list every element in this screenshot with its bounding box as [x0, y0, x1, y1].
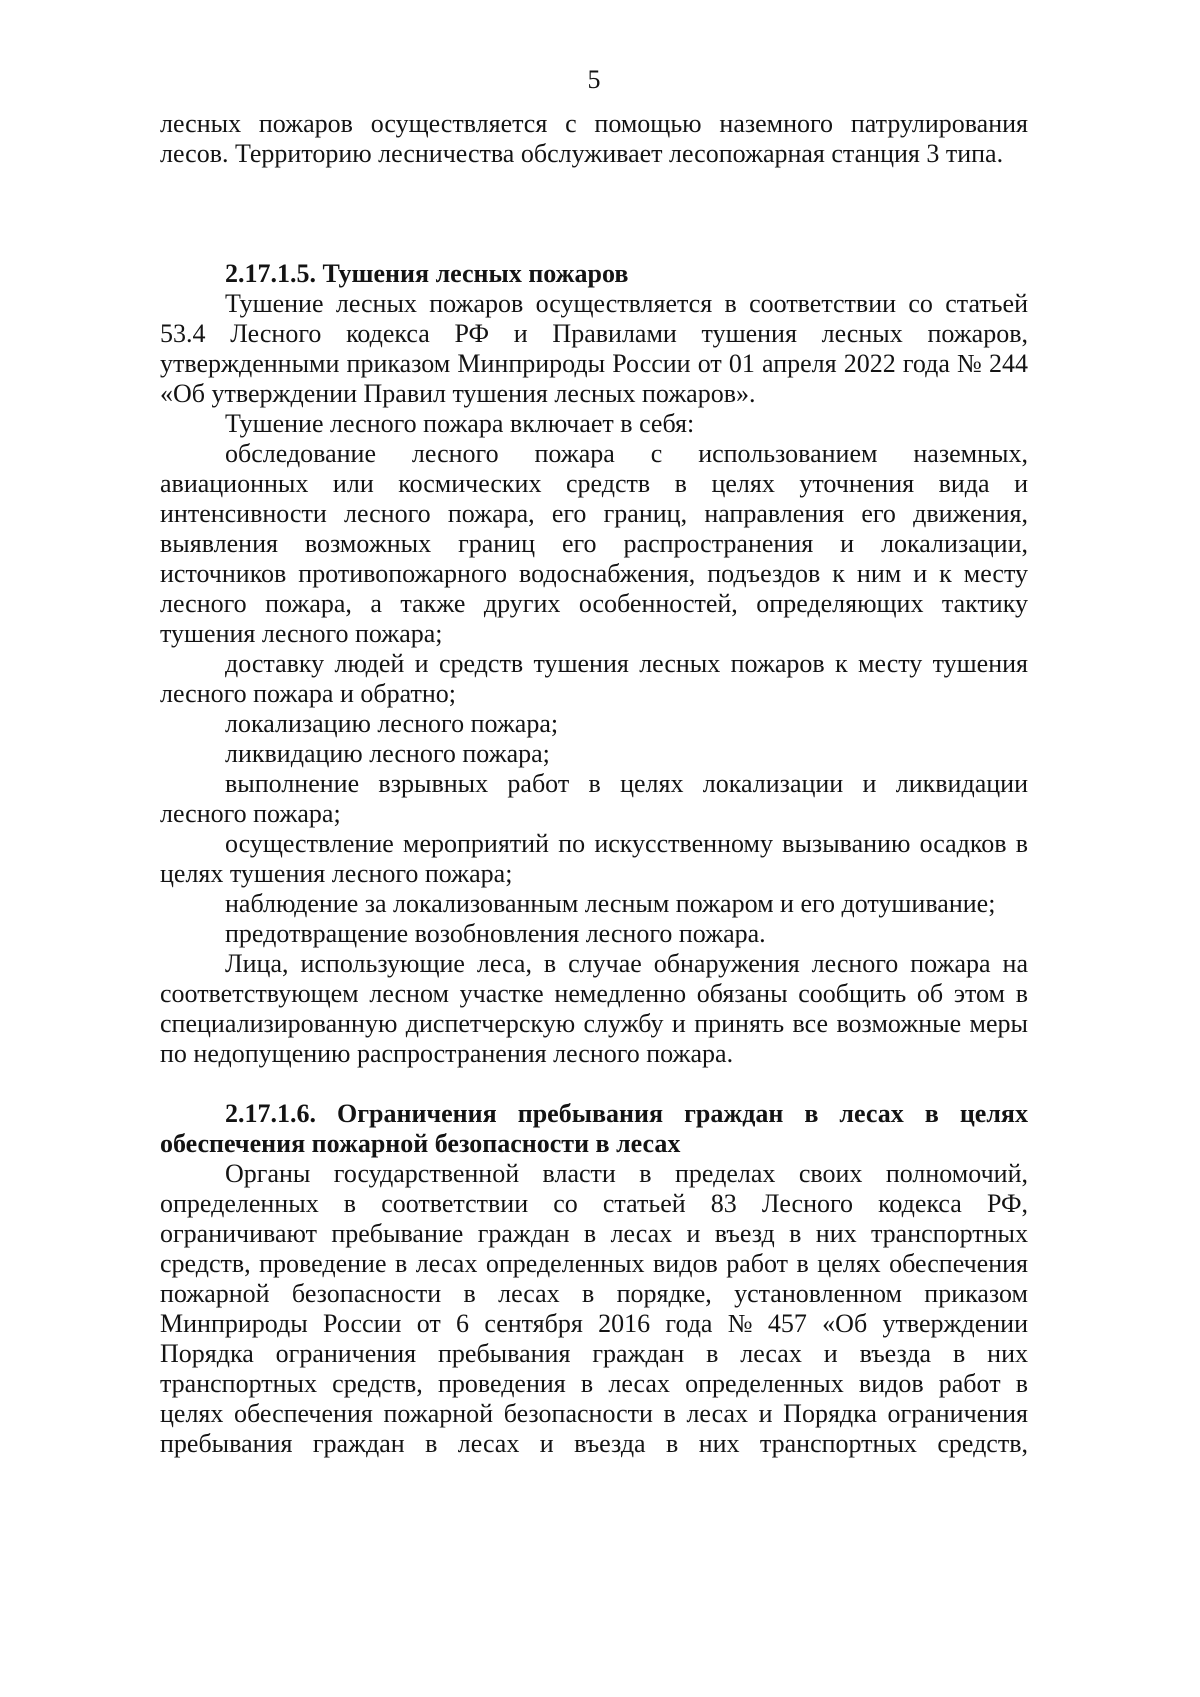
text-line: пожарной безопасности в лесах в порядке, установленном приказом [160, 1279, 1028, 1308]
list-item [160, 439, 1028, 649]
text-line: Порядка ограничения пребывания граждан в лесах и въезда в них [160, 1339, 1028, 1368]
text-line: осуществление мероприятий по искусственному вызыванию осадков в [225, 829, 1028, 858]
text-line: источников противопожарного водоснабжения, подъездов к ним и к месту [160, 559, 1028, 588]
section-fire-suppression [160, 259, 1028, 1069]
text-line: интенсивности лесного пожара, его границ, направления его движения, [160, 499, 1028, 528]
text-line: лесных пожаров осуществляется с помощью наземного патрулирования [160, 109, 1028, 138]
list-item [160, 889, 1028, 919]
text-line: наблюдение за локализованным лесным пожаром и его дотушивание; [225, 889, 996, 918]
list-item [160, 649, 1028, 709]
document-body [160, 109, 1028, 1459]
text-line: лесного пожара и обратно; [160, 679, 456, 708]
text-line: «Об утверждении Правил тушения лесных пожаров». [160, 379, 756, 408]
paragraph [160, 409, 1028, 439]
text-line: локализацию лесного пожара; [225, 709, 559, 738]
section-access-restrictions [160, 1099, 1028, 1459]
text-line: лесного пожара, а также других особенностей, определяющих тактику [160, 589, 1028, 618]
section-heading [160, 1099, 1028, 1159]
list-item [160, 709, 1028, 739]
text-line: обследование лесного пожара с использованием наземных, [225, 439, 1028, 468]
heading-line: обеспечения пожарной безопасности в лесах [160, 1129, 681, 1158]
text-line: 53.4 Лесного кодекса РФ и Правилами тушения лесных пожаров, [160, 319, 1028, 348]
text-line: ограничивают пребывание граждан в лесах и въезд в них транспортных [160, 1219, 1028, 1248]
text-line: ликвидацию лесного пожара; [225, 739, 550, 768]
text-line: авиационных или космических средств в целях уточнения вида и [160, 469, 1028, 498]
text-line: средств, проведение в лесах определенных видов работ в целях обеспечения [160, 1249, 1028, 1278]
text-line: доставку людей и средств тушения лесных пожаров к месту тушения [225, 649, 1028, 678]
text-line: Минприроды России от 6 сентября 2016 года № 457 «Об утверждении [160, 1309, 1028, 1338]
paragraph [160, 1159, 1028, 1459]
text-line: Тушение лесных пожаров осуществляется в соответствии со статьей [225, 289, 1028, 318]
text-line: целях обеспечения пожарной безопасности в лесах и Порядка ограничения [160, 1399, 1028, 1428]
section-heading: 2.17.1.5. Тушения лесных пожаров [225, 259, 629, 288]
text-line: по недопущению распространения лесного пожара. [160, 1039, 734, 1068]
text-line: соответствующем лесном участке немедленно обязаны сообщить об этом в [160, 979, 1028, 1008]
list-item [160, 739, 1028, 769]
text-line: Лица, использующие леса, в случае обнаружения лесного пожара на [225, 949, 1028, 978]
text-line: определенных в соответствии со статьей 83 Лесного кодекса РФ, [160, 1189, 1028, 1218]
continuation-paragraph [160, 109, 1028, 169]
page-number: 5 [587, 65, 601, 94]
text-line: Органы государственной власти в пределах своих полномочий, [225, 1159, 1028, 1188]
text-line: утвержденными приказом Минприроды России от 01 апреля 2022 года № 244 [160, 349, 1028, 378]
text-line: специализированную диспетчерскую службу и принять все возможные меры [160, 1009, 1028, 1038]
paragraph [160, 289, 1028, 409]
text-line: лесного пожара; [160, 799, 341, 828]
list-item [160, 829, 1028, 889]
text-line: целях тушения лесного пожара; [160, 859, 513, 888]
heading-line: 2.17.1.6. Ограничения пребывания граждан в лесах в целях [225, 1099, 1028, 1128]
text-line: пребывания граждан в лесах и въезда в них транспортных средств, [160, 1429, 1028, 1458]
text-line: предотвращение возобновления лесного пожара. [225, 919, 766, 948]
list-item [160, 769, 1028, 829]
list-item [160, 919, 1028, 949]
text-line: транспортных средств, проведения в лесах определенных видов работ в [160, 1369, 1028, 1398]
text-line: лесов. Территорию лесничества обслуживает лесопожарная станция 3 типа. [160, 139, 1004, 168]
text-line: выполнение взрывных работ в целях локализации и ликвидации [225, 769, 1028, 798]
text-line: тушения лесного пожара; [160, 619, 443, 648]
text-line: Тушение лесного пожара включает в себя: [225, 409, 695, 438]
paragraph [160, 949, 1028, 1069]
text-line: выявления возможных границ его распространения и локализации, [160, 529, 1028, 558]
